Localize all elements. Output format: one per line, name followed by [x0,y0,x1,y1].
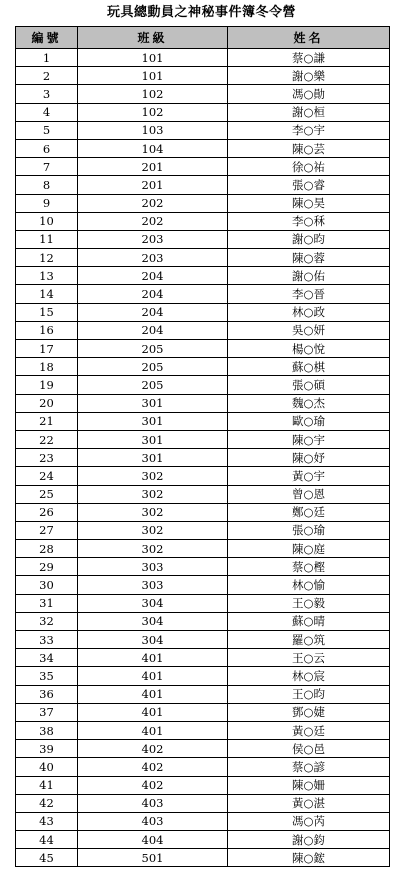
name-cell: 李○宇 [228,121,390,139]
number-cell: 32 [16,612,78,630]
table-row [16,703,390,721]
class-cell: 401 [78,649,228,667]
number-cell: 2 [16,67,78,85]
table-row [16,812,390,830]
class-cell: 401 [78,667,228,685]
number-cell: 7 [16,158,78,176]
class-cell: 202 [78,194,228,212]
class-cell: 401 [78,721,228,739]
name-cell: 徐○祐 [228,158,390,176]
class-cell: 501 [78,849,228,867]
table-row [16,212,390,230]
class-cell: 401 [78,685,228,703]
number-cell: 45 [16,849,78,867]
name-cell: 林○宸 [228,667,390,685]
class-cell: 302 [78,540,228,558]
name-cell: 蔡○樫 [228,558,390,576]
name-cell: 林○愉 [228,576,390,594]
class-cell: 204 [78,285,228,303]
name-cell: 李○秝 [228,212,390,230]
header-row [16,27,390,49]
table-row [16,485,390,503]
name-column-header: 姓名 [228,27,390,49]
class-cell: 302 [78,521,228,539]
table-row [16,285,390,303]
table-row [16,449,390,467]
number-cell: 36 [16,685,78,703]
name-cell: 陳○鋐 [228,849,390,867]
number-cell: 31 [16,594,78,612]
table-row [16,540,390,558]
number-cell: 29 [16,558,78,576]
number-cell: 37 [16,703,78,721]
number-cell: 3 [16,85,78,103]
number-cell: 5 [16,121,78,139]
name-cell: 王○昀 [228,685,390,703]
name-cell: 蔡○謙 [228,49,390,67]
class-column-header: 班級 [78,27,228,49]
number-cell: 20 [16,394,78,412]
table-row [16,194,390,212]
number-cell: 25 [16,485,78,503]
table-row [16,612,390,630]
name-cell: 謝○桓 [228,103,390,121]
number-cell: 35 [16,667,78,685]
table-row [16,267,390,285]
table-row [16,139,390,157]
class-cell: 102 [78,103,228,121]
number-column-header: 編號 [16,27,78,49]
table-row [16,394,390,412]
class-cell: 201 [78,176,228,194]
table-row [16,558,390,576]
number-cell: 38 [16,721,78,739]
class-cell: 302 [78,467,228,485]
table-row [16,521,390,539]
number-cell: 39 [16,740,78,758]
name-cell: 蘇○棋 [228,358,390,376]
table-row [16,230,390,248]
name-cell: 陳○姍 [228,776,390,794]
class-cell: 403 [78,794,228,812]
table-body [16,49,390,867]
name-cell: 王○云 [228,649,390,667]
number-cell: 34 [16,649,78,667]
number-cell: 11 [16,230,78,248]
class-cell: 304 [78,631,228,649]
name-cell: 歐○瑜 [228,412,390,430]
name-cell: 吳○妍 [228,321,390,339]
name-cell: 馮○芮 [228,812,390,830]
class-cell: 205 [78,358,228,376]
number-cell: 16 [16,321,78,339]
name-cell: 李○晉 [228,285,390,303]
class-cell: 201 [78,158,228,176]
name-cell: 侯○邑 [228,740,390,758]
name-cell: 蘇○晴 [228,612,390,630]
table-row [16,249,390,267]
class-cell: 203 [78,230,228,248]
name-cell: 謝○昀 [228,230,390,248]
class-cell: 402 [78,758,228,776]
number-cell: 26 [16,503,78,521]
document-title: 玩具總動員之神秘事件簿冬令營 [106,5,296,20]
number-cell: 41 [16,776,78,794]
name-cell: 陳○宇 [228,430,390,448]
table-row [16,649,390,667]
table-row [16,321,390,339]
table-row [16,758,390,776]
name-cell: 蔡○諺 [228,758,390,776]
number-cell: 17 [16,340,78,358]
name-cell: 陳○芸 [228,139,390,157]
class-cell: 304 [78,612,228,630]
table-header [16,27,390,49]
number-cell: 18 [16,358,78,376]
class-cell: 104 [78,139,228,157]
number-cell: 4 [16,103,78,121]
name-cell: 王○毅 [228,594,390,612]
class-cell: 402 [78,740,228,758]
class-cell: 304 [78,594,228,612]
number-cell: 15 [16,303,78,321]
class-cell: 402 [78,776,228,794]
number-cell: 9 [16,194,78,212]
roster-table [15,26,390,867]
class-cell: 301 [78,394,228,412]
table-row [16,340,390,358]
class-cell: 301 [78,412,228,430]
name-cell: 張○瑜 [228,521,390,539]
table-row [16,776,390,794]
table-row [16,849,390,867]
number-cell: 14 [16,285,78,303]
number-cell: 43 [16,812,78,830]
table-row [16,740,390,758]
table-row [16,85,390,103]
class-cell: 403 [78,812,228,830]
class-cell: 401 [78,703,228,721]
table-row [16,685,390,703]
table-row [16,412,390,430]
class-cell: 101 [78,49,228,67]
table-row [16,631,390,649]
name-cell: 馮○勛 [228,85,390,103]
class-cell: 302 [78,503,228,521]
number-cell: 12 [16,249,78,267]
number-cell: 19 [16,376,78,394]
table-row [16,721,390,739]
name-cell: 謝○樂 [228,67,390,85]
name-cell: 陳○蓉 [228,249,390,267]
name-cell: 黃○宇 [228,467,390,485]
table-row [16,67,390,85]
name-cell: 黃○廷 [228,721,390,739]
number-cell: 6 [16,139,78,157]
name-cell: 羅○筑 [228,631,390,649]
table-row [16,503,390,521]
table-row [16,667,390,685]
class-cell: 205 [78,376,228,394]
table-row [16,831,390,849]
class-cell: 302 [78,485,228,503]
class-cell: 101 [78,67,228,85]
number-cell: 44 [16,831,78,849]
number-cell: 28 [16,540,78,558]
table-row [16,794,390,812]
class-cell: 103 [78,121,228,139]
number-cell: 10 [16,212,78,230]
class-cell: 204 [78,267,228,285]
table-row [16,121,390,139]
table-row [16,103,390,121]
name-cell: 陳○昊 [228,194,390,212]
name-cell: 曾○恩 [228,485,390,503]
name-cell: 林○政 [228,303,390,321]
table-row [16,467,390,485]
number-cell: 22 [16,430,78,448]
number-cell: 21 [16,412,78,430]
class-cell: 202 [78,212,228,230]
number-cell: 8 [16,176,78,194]
class-cell: 203 [78,249,228,267]
table-row [16,158,390,176]
table-row [16,594,390,612]
number-cell: 40 [16,758,78,776]
number-cell: 33 [16,631,78,649]
table-row [16,176,390,194]
table-row [16,358,390,376]
table-row [16,49,390,67]
name-cell: 謝○鈞 [228,831,390,849]
name-cell: 魏○杰 [228,394,390,412]
class-cell: 205 [78,340,228,358]
name-cell: 陳○庭 [228,540,390,558]
class-cell: 404 [78,831,228,849]
class-cell: 301 [78,430,228,448]
table-row [16,430,390,448]
class-cell: 102 [78,85,228,103]
number-cell: 42 [16,794,78,812]
class-cell: 301 [78,449,228,467]
name-cell: 黃○湛 [228,794,390,812]
number-cell: 27 [16,521,78,539]
name-cell: 陳○妤 [228,449,390,467]
name-cell: 謝○佑 [228,267,390,285]
class-cell: 303 [78,576,228,594]
table-row [16,303,390,321]
number-cell: 23 [16,449,78,467]
name-cell: 張○碩 [228,376,390,394]
table-row [16,576,390,594]
number-cell: 1 [16,49,78,67]
number-cell: 24 [16,467,78,485]
name-cell: 鄧○婕 [228,703,390,721]
name-cell: 張○睿 [228,176,390,194]
number-cell: 30 [16,576,78,594]
class-cell: 204 [78,321,228,339]
name-cell: 楊○悅 [228,340,390,358]
class-cell: 303 [78,558,228,576]
class-cell: 204 [78,303,228,321]
table-row [16,376,390,394]
name-cell: 鄭○廷 [228,503,390,521]
number-cell: 13 [16,267,78,285]
